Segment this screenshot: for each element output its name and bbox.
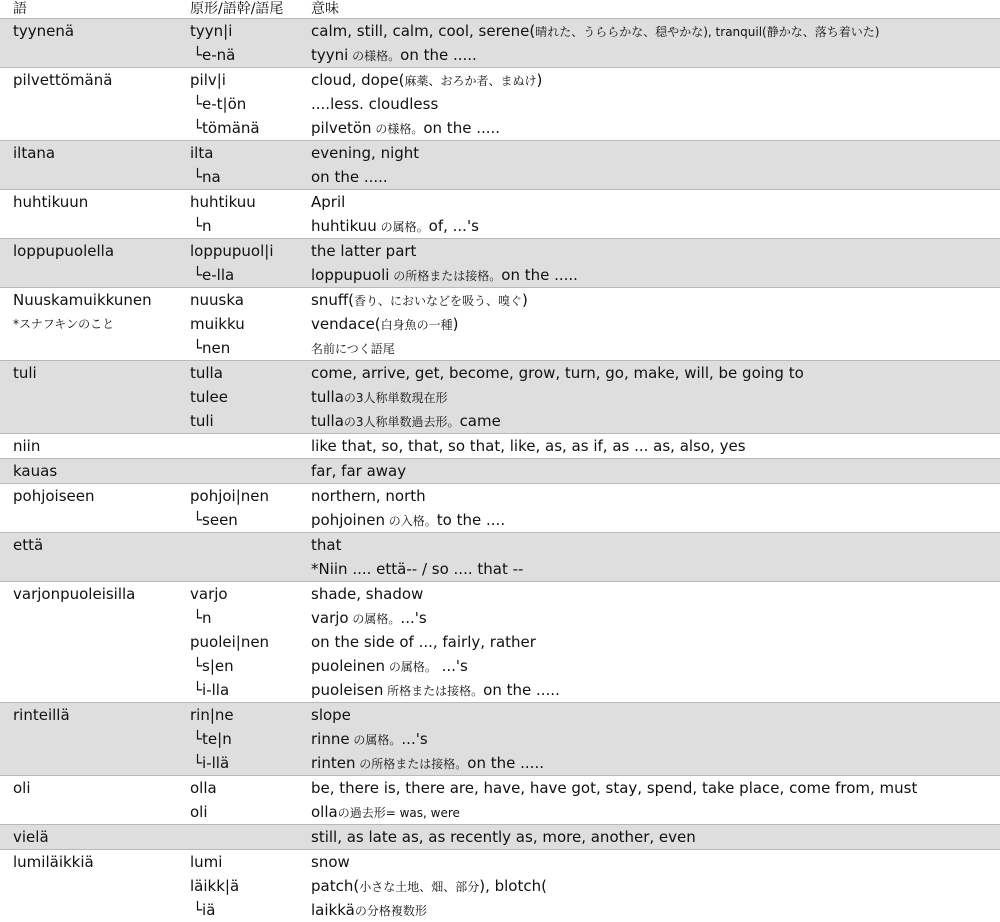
meaning-text: patch( [311, 877, 360, 895]
table-row [0, 165, 1000, 189]
grammar-note: 晴れた、うららかな、穏やかな), tranquil(静かな、落ち着いた) [535, 25, 880, 39]
table-row [0, 800, 1000, 824]
grammar-note: の様格。 [348, 49, 401, 63]
table-row [0, 409, 1000, 433]
meaning-suffix: on the ..... [467, 754, 544, 772]
meaning-cell [297, 263, 1000, 287]
meaning-text: snow [311, 853, 350, 871]
base-form-cell: └s|en [193, 657, 234, 675]
table-row [0, 825, 1000, 849]
meaning-cell [297, 898, 1000, 922]
table-row [0, 582, 1000, 606]
table-row [0, 19, 1000, 43]
word-cell: vielä [13, 828, 49, 846]
base-form-cell: └n [193, 217, 212, 235]
table-row [0, 630, 1000, 654]
word-cell [0, 678, 177, 702]
meaning-text: northern, north [311, 487, 426, 505]
base-form-cell: nuuska [190, 291, 244, 309]
word-cell [0, 165, 177, 189]
meaning-cell [297, 874, 1000, 898]
entry-group [0, 483, 1000, 532]
meaning-cell [297, 850, 1000, 874]
grammar-note: 小さな土地、畑、部分 [359, 880, 480, 894]
meaning-text: on the ..... [311, 168, 388, 186]
table-row [0, 434, 1000, 458]
meaning-suffix: of, ...'s [428, 217, 479, 235]
grammar-note: の分格複数形 [354, 904, 427, 918]
base-form-cell: huhtikuu [190, 193, 256, 211]
word-cell: että [13, 536, 44, 554]
base-form-cell: └n [193, 609, 212, 627]
base-form-cell: rin|ne [190, 706, 234, 724]
meaning-cell [297, 409, 1000, 433]
word-cell: pohjoiseen [13, 487, 95, 505]
meaning-suffix: on the ..... [483, 681, 560, 699]
word-cell: tyynenä [13, 22, 75, 40]
word-cell [0, 214, 177, 238]
word-cell: rinteillä [13, 706, 70, 724]
meaning-cell [297, 606, 1000, 630]
word-cell: Nuuskamuikkunen [13, 291, 152, 309]
header-base: 原形/語幹/語尾 [190, 1, 284, 17]
meaning-text: tulla [311, 412, 344, 430]
word-cell [0, 606, 177, 630]
meaning-cell [297, 630, 1000, 654]
entry-group [0, 140, 1000, 189]
meaning-cell [297, 508, 1000, 532]
entry-group [0, 287, 1000, 360]
base-form-cell: lumi [190, 853, 223, 871]
meaning-cell [297, 582, 1000, 606]
meaning-cell [297, 484, 1000, 508]
meaning-cell [297, 751, 1000, 775]
word-cell: lumiläikkiä [13, 853, 94, 871]
word-cell: loppupuolella [13, 242, 115, 260]
meaning-cell [297, 825, 1000, 849]
meaning-suffix: ...'s [400, 609, 427, 627]
base-form-cell: tulla [190, 364, 223, 382]
meaning-text: calm, still, calm, cool, serene( [311, 22, 536, 40]
meaning-cell [297, 92, 1000, 116]
entry-group [0, 824, 1000, 849]
meaning-text: far, far away [311, 462, 407, 480]
meaning-text: olla [311, 803, 338, 821]
word-cell [0, 385, 177, 409]
meaning-cell [297, 288, 1000, 312]
meaning-text: evening, night [311, 144, 420, 162]
meaning-text: that [311, 536, 342, 554]
grammar-note: 香り、においなどを吸う、嗅ぐ [354, 294, 523, 308]
meaning-suffix: ) [452, 315, 459, 333]
meaning-suffix: ...'s [401, 730, 428, 748]
entry-group [0, 67, 1000, 140]
base-form-cell: └i-llä [193, 754, 230, 772]
meaning-text: pilvetön [311, 119, 372, 137]
table-row [0, 533, 1000, 557]
meaning-text: *Niin .... että-- / so .... that -- [311, 560, 524, 578]
table-header [0, 0, 1000, 18]
base-form-cell [177, 459, 297, 483]
meaning-cell [297, 678, 1000, 702]
grammar-note: の属格。 [385, 660, 437, 674]
base-form-cell: └e-lla [193, 266, 235, 284]
table-row [0, 484, 1000, 508]
meaning-text: still, as late as, as recently as, more, another, even [311, 828, 696, 846]
grammar-note: の所格または接格。 [355, 757, 468, 771]
grammar-note: 所格または接格。 [383, 684, 484, 698]
meaning-text: pohjoinen [311, 511, 385, 529]
table-row [0, 336, 1000, 360]
entry-group [0, 702, 1000, 775]
table-row [0, 703, 1000, 727]
grammar-note: 白身魚の一種 [380, 318, 453, 332]
meaning-suffix: ), blotch( [479, 877, 547, 895]
meaning-text: huhtikuu [311, 217, 377, 235]
meaning-suffix: on the ..... [501, 266, 578, 284]
meaning-suffix: to the .... [436, 511, 506, 529]
word-cell [0, 727, 177, 751]
meaning-cell [297, 190, 1000, 214]
word-cell [0, 263, 177, 287]
meaning-text: tyyni [311, 46, 349, 64]
word-cell: niin [13, 437, 41, 455]
word-cell [0, 874, 177, 898]
meaning-text: be, there is, there are, have, have got, stay, spend, take place, come from, must [311, 779, 918, 797]
word-cell [0, 43, 177, 67]
meaning-text: loppupuoli [311, 266, 390, 284]
base-form-cell: └e-t|ön [193, 95, 247, 113]
table-row [0, 312, 1000, 336]
meaning-text: ....less. cloudless [311, 95, 439, 113]
word-cell [0, 630, 177, 654]
base-form-cell: └seen [193, 511, 238, 529]
grammar-note: の属格。 [376, 220, 429, 234]
table-row [0, 116, 1000, 140]
word-cell: huhtikuun [13, 193, 89, 211]
base-form-cell: muikku [190, 315, 245, 333]
meaning-cell [297, 703, 1000, 727]
entry-group [0, 849, 1000, 922]
grammar-note: の属格。 [349, 733, 402, 747]
table-row [0, 678, 1000, 702]
table-row [0, 361, 1000, 385]
meaning-text: puoleinen [311, 657, 386, 675]
base-form-cell: └e-nä [193, 46, 236, 64]
table-row [0, 898, 1000, 922]
meaning-text: cloud, dope( [311, 71, 405, 89]
meaning-suffix: on the ..... [400, 46, 477, 64]
meaning-text: come, arrive, get, become, grow, turn, go, make, will, be going to [311, 364, 804, 382]
word-cell: varjonpuoleisilla [13, 585, 136, 603]
word-cell: pilvettömänä [13, 71, 113, 89]
grammar-note: の属格。 [348, 612, 401, 626]
meaning-cell [297, 214, 1000, 238]
word-cell [0, 409, 177, 433]
base-form-cell [177, 434, 297, 458]
word-cell: *スナフキンのこと [13, 317, 115, 331]
meaning-text: on the side of ..., fairly, rather [311, 633, 536, 651]
base-form-cell: └nen [193, 339, 231, 357]
word-cell [0, 898, 177, 922]
meaning-cell [297, 800, 1000, 824]
entry-group [0, 18, 1000, 67]
base-form-cell: ilta [190, 144, 214, 162]
meaning-cell [297, 459, 1000, 483]
meaning-cell [297, 165, 1000, 189]
table-row [0, 263, 1000, 287]
table-row [0, 850, 1000, 874]
meaning-text: shade, shadow [311, 585, 424, 603]
meaning-cell [297, 557, 1000, 581]
word-cell [0, 751, 177, 775]
word-cell: oli [13, 779, 31, 797]
entry-group [0, 360, 1000, 433]
entry-group [0, 581, 1000, 702]
meaning-text: tulla [311, 388, 344, 406]
meaning-cell [297, 434, 1000, 458]
grammar-note: の3人称単数過去形。 [343, 415, 460, 429]
meaning-cell [297, 727, 1000, 751]
base-form-cell: └te|n [193, 730, 232, 748]
grammar-note: 名前につく語尾 [311, 342, 395, 356]
meaning-cell [297, 336, 1000, 360]
meaning-text: laikkä [311, 901, 355, 919]
meaning-suffix: ) [536, 71, 543, 89]
table-row [0, 43, 1000, 67]
base-form-cell [177, 825, 297, 849]
meaning-cell [297, 68, 1000, 92]
word-cell [0, 116, 177, 140]
table-row [0, 654, 1000, 678]
word-cell [0, 557, 177, 581]
meaning-text: April [311, 193, 346, 211]
table-row [0, 385, 1000, 409]
table-row [0, 239, 1000, 263]
word-cell [0, 800, 177, 824]
entry-group [0, 238, 1000, 287]
meaning-cell [297, 239, 1000, 263]
header-meaning: 意味 [311, 1, 339, 17]
meaning-cell [297, 361, 1000, 385]
entry-group [0, 775, 1000, 824]
base-form-cell: loppupuol|i [190, 242, 274, 260]
base-form-cell: └iä [193, 901, 216, 919]
meaning-text: vendace( [311, 315, 381, 333]
meaning-cell [297, 312, 1000, 336]
base-form-cell: └na [193, 168, 221, 186]
entry-group [0, 189, 1000, 238]
grammar-note: の過去形= was, were [337, 806, 460, 820]
table-row [0, 92, 1000, 116]
base-form-cell: └i-lla [193, 681, 230, 699]
meaning-text: rinne [311, 730, 350, 748]
base-form-cell: olla [190, 779, 217, 797]
word-cell [0, 508, 177, 532]
meaning-suffix: ...'s [436, 657, 468, 675]
base-form-cell [177, 557, 297, 581]
base-form-cell: tyyn|i [190, 22, 233, 40]
word-cell: tuli [13, 364, 37, 382]
meaning-text: the latter part [311, 242, 417, 260]
meaning-text: rinten [311, 754, 356, 772]
grammar-note: の所格または接格。 [389, 269, 502, 283]
meaning-cell [297, 141, 1000, 165]
table-row [0, 751, 1000, 775]
meaning-cell [297, 654, 1000, 678]
table-row [0, 606, 1000, 630]
word-cell: iltana [13, 144, 56, 162]
base-form-cell: └tömänä [193, 119, 260, 137]
table-body [0, 18, 1000, 922]
meaning-text: varjo [311, 609, 349, 627]
header-word: 語 [13, 1, 27, 17]
table-row [0, 508, 1000, 532]
meaning-suffix: on the ..... [423, 119, 501, 137]
table-row [0, 214, 1000, 238]
word-cell [0, 336, 177, 360]
base-form-cell: oli [190, 803, 208, 821]
grammar-note: 麻薬、おろか者、まぬけ [404, 74, 537, 88]
grammar-note: の3人称単数現在形 [343, 391, 448, 405]
base-form-cell [177, 533, 297, 557]
entry-group [0, 458, 1000, 483]
meaning-cell [297, 116, 1000, 140]
meaning-text: like that, so, that, so that, like, as, as if, as ... as, also, yes [311, 437, 746, 455]
grammar-note: の入格。 [384, 514, 437, 528]
base-form-cell: varjo [190, 585, 228, 603]
meaning-cell [297, 385, 1000, 409]
table-row [0, 141, 1000, 165]
meaning-cell [297, 43, 1000, 67]
meaning-text: snuff( [311, 291, 355, 309]
base-form-cell: tulee [190, 388, 229, 406]
meaning-suffix: ) [522, 291, 528, 309]
meaning-cell [297, 19, 1000, 43]
grammar-note: の様格。 [371, 122, 424, 136]
word-cell [0, 92, 177, 116]
table-row [0, 288, 1000, 312]
base-form-cell: pilv|i [190, 71, 226, 89]
table-row [0, 459, 1000, 483]
word-cell: kauas [13, 462, 58, 480]
word-cell [0, 654, 177, 678]
entry-group [0, 433, 1000, 458]
base-form-cell: puolei|nen [190, 633, 270, 651]
base-form-cell: pohjoi|nen [190, 487, 270, 505]
table-row [0, 776, 1000, 800]
table-row [0, 190, 1000, 214]
table-row [0, 557, 1000, 581]
table-row [0, 727, 1000, 751]
table-row [0, 874, 1000, 898]
base-form-cell: läikk|ä [190, 877, 240, 895]
base-form-cell: tuli [190, 412, 214, 430]
table-row [0, 68, 1000, 92]
meaning-text: slope [311, 706, 351, 724]
meaning-text: puoleisen [311, 681, 384, 699]
entry-group [0, 532, 1000, 581]
meaning-cell [297, 533, 1000, 557]
meaning-suffix: came [459, 412, 501, 430]
meaning-cell [297, 776, 1000, 800]
